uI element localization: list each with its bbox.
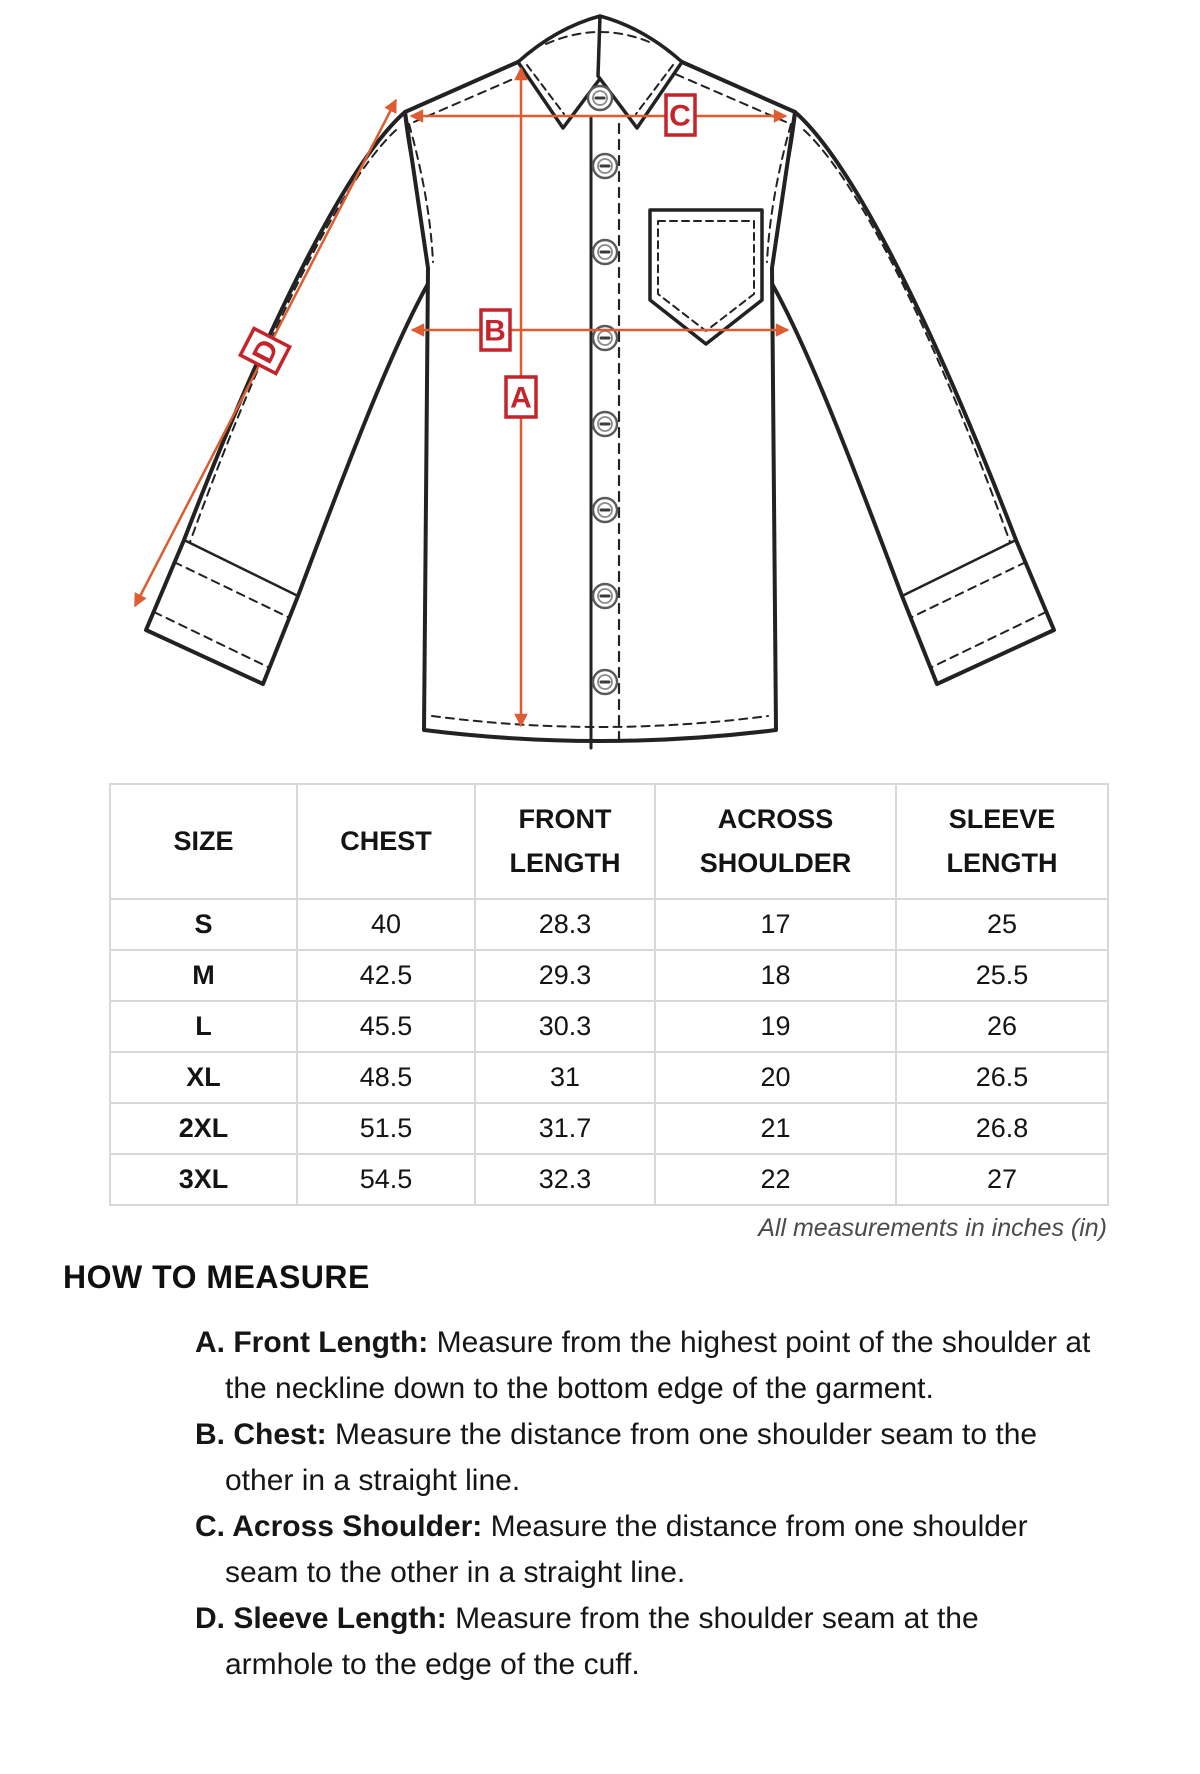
chest-cell: 48.5 xyxy=(297,1052,475,1103)
size-cell: 3XL xyxy=(110,1154,297,1205)
table-row-3xl xyxy=(110,1154,1108,1205)
instruction-chest xyxy=(195,1412,1095,1504)
sleeve-length-cell: 26.8 xyxy=(896,1103,1108,1154)
measure-label-c xyxy=(666,95,695,135)
instruction-label: C. Across Shoulder: xyxy=(195,1510,483,1543)
button xyxy=(593,412,617,436)
instruction-front-length xyxy=(195,1320,1095,1412)
size-cell: L xyxy=(110,1001,297,1052)
chest-cell: 54.5 xyxy=(297,1154,475,1205)
instruction-label: D. Sleeve Length: xyxy=(195,1602,447,1635)
across-shoulder-cell: 17 xyxy=(655,899,896,950)
across-shoulder-cell: 22 xyxy=(655,1154,896,1205)
shirt-measurement-diagram xyxy=(0,0,1200,772)
collar-button xyxy=(588,86,612,110)
measure-letter-c: C xyxy=(669,99,691,133)
table-row-xl xyxy=(110,1052,1108,1103)
instruction-text: Measure from the highest point of the shoulder at the neckline down to the bottom edge of the garment. xyxy=(225,1326,1091,1405)
chest-cell: 51.5 xyxy=(297,1103,475,1154)
measure-label-a xyxy=(506,377,536,417)
instruction-text: Measure from the shoulder seam at the armhole to the edge of the cuff. xyxy=(225,1602,979,1681)
sleeve-length-cell: 25.5 xyxy=(896,950,1108,1001)
chest-cell: 45.5 xyxy=(297,1001,475,1052)
front-length-cell: 28.3 xyxy=(475,899,655,950)
chest-cell: 40 xyxy=(297,899,475,950)
column-header-sleeve-length: SLEEVE LENGTH xyxy=(896,784,1108,899)
sleeve-length-cell: 27 xyxy=(896,1154,1108,1205)
sleeve-length-cell: 26 xyxy=(896,1001,1108,1052)
button xyxy=(593,498,617,522)
left-sleeve xyxy=(146,112,436,684)
how-to-measure-list xyxy=(195,1320,1095,1688)
table-row-l xyxy=(110,1001,1108,1052)
button xyxy=(593,240,617,264)
across-shoulder-cell: 18 xyxy=(655,950,896,1001)
how-to-measure-title: HOW TO MEASURE xyxy=(63,1259,370,1295)
measure-label-b xyxy=(481,310,510,350)
instruction-across-shoulder xyxy=(195,1504,1095,1596)
measure-letter-d: D xyxy=(246,334,286,369)
instruction-label: B. Chest: xyxy=(195,1418,327,1451)
front-length-cell: 30.3 xyxy=(475,1001,655,1052)
column-header-across-shoulder: ACROSS SHOULDER xyxy=(655,784,896,899)
across-shoulder-cell: 21 xyxy=(655,1103,896,1154)
instruction-text: Measure the distance from one shoulder seam to the other in a straight line. xyxy=(225,1510,1028,1589)
front-length-cell: 32.3 xyxy=(475,1154,655,1205)
column-header-chest: CHEST xyxy=(297,784,475,899)
front-length-cell: 31 xyxy=(475,1052,655,1103)
measure-letter-a: A xyxy=(510,381,532,415)
sleeve-length-cell: 26.5 xyxy=(896,1052,1108,1103)
chest-cell: 42.5 xyxy=(297,950,475,1001)
instruction-sleeve-length xyxy=(195,1596,1095,1688)
across-shoulder-cell: 19 xyxy=(655,1001,896,1052)
table-row-s xyxy=(110,899,1108,950)
instruction-label: A. Front Length: xyxy=(195,1326,429,1359)
button xyxy=(593,670,617,694)
size-table-header-row xyxy=(110,784,1108,899)
measure-letter-b: B xyxy=(484,314,506,348)
front-length-cell: 31.7 xyxy=(475,1103,655,1154)
size-cell: XL xyxy=(110,1052,297,1103)
size-cell: S xyxy=(110,899,297,950)
right-sleeve xyxy=(764,112,1054,684)
button xyxy=(593,584,617,608)
button xyxy=(593,154,617,178)
instruction-text: Measure the distance from one shoulder seam to the other in a straight line. xyxy=(225,1418,1038,1497)
table-row-m xyxy=(110,950,1108,1001)
column-header-front-length: FRONT LENGTH xyxy=(475,784,655,899)
sleeve-length-cell: 25 xyxy=(896,899,1108,950)
size-cell: 2XL xyxy=(110,1103,297,1154)
shirt-torso xyxy=(405,34,795,741)
shirt-diagram-svg xyxy=(0,0,1200,772)
table-row-2xl xyxy=(110,1103,1108,1154)
column-header-size: SIZE xyxy=(110,784,297,899)
units-note: All measurements in inches (in) xyxy=(758,1214,1107,1242)
across-shoulder-cell: 20 xyxy=(655,1052,896,1103)
front-length-cell: 29.3 xyxy=(475,950,655,1001)
size-table xyxy=(109,783,1109,1206)
size-cell: M xyxy=(110,950,297,1001)
